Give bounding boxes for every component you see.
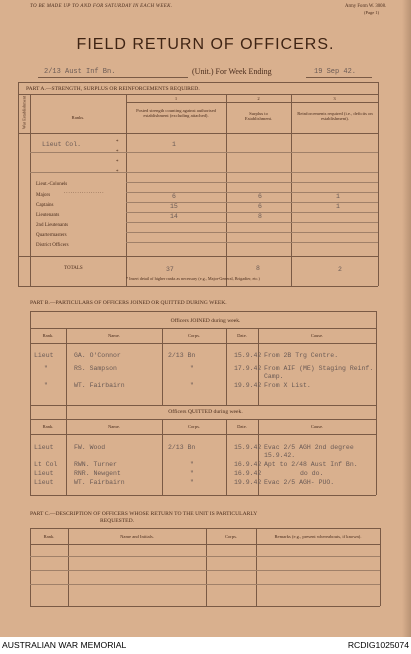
part-c-col-name: Name and Initials. <box>120 534 154 539</box>
joined-col-name: Name. <box>107 333 121 338</box>
quitted-date: 16.9.42 <box>234 470 262 477</box>
rank-label: Lieut.-Colonels <box>36 182 68 187</box>
page-number: (Page 1) <box>364 10 380 15</box>
quitted-col-rank: Rank. <box>42 424 54 429</box>
footer-source: AUSTRALIAN WAR MEMORIAL <box>2 640 127 650</box>
surplus-value: 8 <box>258 213 262 220</box>
col-number-1: 1 <box>174 96 178 101</box>
form-instruction: TO BE MADE UP TO AND FOR SATURDAY IN EACH WEEK. <box>30 4 173 9</box>
footer-reference: RCDIG1025074 <box>347 640 409 650</box>
joined-corps: " <box>190 382 194 389</box>
army-form-number: Army Form W. 3008. <box>345 4 387 9</box>
archive-footer <box>0 637 411 654</box>
totals-label: TOTALS <box>64 266 83 271</box>
quitted-cause: Apt to 2/48 Aust Inf Bn. <box>264 461 358 468</box>
war-establishment-label: War Establishment <box>21 95 27 130</box>
footnote: * Insert detail of higher ranks as necessary (e.g., Major-General, Brigadier, etc.) <box>126 276 260 281</box>
quitted-col-corps: Corps. <box>187 424 201 429</box>
part-c-col-remarks: Remarks (e.g., present whereabouts, if known). <box>274 534 362 539</box>
rank-label: Majors <box>36 193 51 198</box>
quitted-col-date: Date. <box>237 424 247 429</box>
quitted-date: 19.9.42 <box>234 479 262 486</box>
quitted-corps: " <box>190 470 194 477</box>
total-posted: 37 <box>166 266 174 273</box>
joined-col-date: Date. <box>237 333 247 338</box>
rank-label: 2nd Lieutenants <box>36 223 69 228</box>
col-header-ranks: Ranks. <box>71 115 85 120</box>
typed-rank: Lieut Col. <box>42 141 82 148</box>
quitted-cause: do do. <box>300 470 324 477</box>
unit-value: 2/13 Aust Inf Bn. <box>44 68 116 76</box>
asterisk-markers: * * * * <box>116 140 119 175</box>
joined-cause: From AIF (ME) Staging Reinf. Camp. <box>264 365 374 380</box>
joined-rank: " <box>44 365 48 372</box>
joined-cause: From X List. <box>264 382 311 389</box>
unit-label: (Unit.) For Week Ending <box>192 67 272 76</box>
quitted-name: RNR. Newgent <box>74 470 121 477</box>
joined-date: 19.9.42 <box>234 382 262 389</box>
form-title: FIELD RETURN OF OFFICERS. <box>76 36 335 53</box>
surplus-value: 6 <box>258 203 262 210</box>
quitted-rank: Lieut <box>34 444 54 451</box>
col-header-posted: Posted strength counting against authorised establishment (excluding attached). <box>136 108 216 119</box>
quitted-cause: Evac 2/5 AGH 2nd degree 15.9.42. <box>264 444 354 459</box>
quitted-cause: Evac 2/5 AGH- PUO. <box>264 479 335 486</box>
quitted-rank: Lt Col <box>34 461 58 468</box>
joined-col-corps: Corps. <box>187 333 201 338</box>
joined-corps: " <box>190 365 194 372</box>
week-ending-value: 19 Sep 42. <box>314 68 357 76</box>
rank-label: Lieutenants <box>36 213 60 218</box>
joined-date: 17.9.42 <box>234 365 262 372</box>
field-return-form: TO BE MADE UP TO AND FOR SATURDAY IN EACH WEEK. Army Form W. 3008. (Page 1) FIELD RETURN OF OFFICERS. 2/13 Aust Inf Bn. (Unit.) For Week Ending 19 Sep 42. PART A.—STRENGTH, SURPLUS OR REINFORCEMENTS REQUIRED. War Establishment 1 2 3 Ranks. Posted strength counting against authorised establishment (excluding attached). Surplus to Establishment. Reinforcements required (i.e., deficits on establishment). * * * * Lieut Col. 1 Lieut.-Colonels Majors Captains Lieutenants 2nd Lieutenants Quartermasters District Officers .................. 6 6 1 15 6 1 14 8 TOTALS 37 8 2 * Insert detail of higher ranks as necessary (e.g., Major-General, Brigadier, etc.) PART B.—PARTICULARS OF OFFICERS JOINED OR QUITTED DURING WEEK. Officers JOINED during week. Rank. Name. Corps. Date. Cause. Lieut GA. O'Connor 2/13 Bn 15.9.42 From 2B Trg Centre. " RS. Sampson " 17.9.42 From AIF (ME) Staging Reinf. Camp. " WT. Fairbairn " 19.9.42 From X List. Officers QUITTED during week. Rank. Name. Corps. Date. Cause. Lieut FW. Wood 2/13 Bn 15.9.42 Evac 2/5 AGH 2nd degree 15.9.42. Lt Col RWN. Turner " 16.9.42 Apt to 2/48 Aust Inf Bn. Lieut RNR. Newgent " 16.9.42 do do. Lieut WT. Fairbairn " 19.9.42 Evac 2/5 AGH- PUO. PART C.—DESCRIPTION OF OFFICERS WHOSE RETURN TO THE UNIT IS PARTICULARLY REQUESTED. Rank. Name and Initials. Corps. Remarks (e.g., present whereabouts, if known). <box>0 0 411 637</box>
col-header-reinforcements: Reinforcements required (i.e., deficits on establishment). <box>297 111 373 122</box>
joined-cause: From 2B Trg Centre. <box>264 352 339 359</box>
joined-col-cause: Cause. <box>310 333 324 338</box>
joined-name: RS. Sampson <box>74 365 117 372</box>
quitted-col-name: Name. <box>107 424 121 429</box>
part-a-heading: PART A.—STRENGTH, SURPLUS OR REINFORCEMENTS REQUIRED. <box>26 86 200 92</box>
quitted-title: Officers QUITTED during week. <box>168 409 243 415</box>
joined-date: 15.9.42 <box>234 352 262 359</box>
reinf-value: 1 <box>336 193 340 200</box>
joined-name: WT. Fairbairn <box>74 382 125 389</box>
joined-rank: " <box>44 382 48 389</box>
posted-value: 15 <box>170 203 178 210</box>
part-c-col-corps: Corps. <box>224 534 238 539</box>
joined-corps: 2/13 Bn <box>168 352 196 359</box>
surplus-value: 6 <box>258 193 262 200</box>
quitted-corps: " <box>190 479 194 486</box>
rank-label: Quartermasters <box>36 233 67 238</box>
quitted-date: 16.9.42 <box>234 461 262 468</box>
rank-label: District Officers <box>36 243 69 248</box>
total-reinf: 2 <box>338 266 342 273</box>
reinf-value: 1 <box>336 203 340 210</box>
quitted-corps: " <box>190 461 194 468</box>
joined-title: Officers JOINED during week. <box>170 318 241 324</box>
quitted-col-cause: Cause. <box>310 424 324 429</box>
part-b-heading: PART B.—PARTICULARS OF OFFICERS JOINED OR QUITTED DURING WEEK. <box>30 300 227 306</box>
quitted-date: 15.9.42 <box>234 444 262 451</box>
total-surplus: 8 <box>256 265 260 272</box>
posted-value: 14 <box>170 213 178 220</box>
quitted-rank: Lieut <box>34 479 54 486</box>
part-c-heading: PART C.—DESCRIPTION OF OFFICERS WHOSE RETURN TO THE UNIT IS PARTICULARLY <box>30 511 258 517</box>
quitted-name: WT. Fairbairn <box>74 479 125 486</box>
rank-label: Captains <box>36 203 54 208</box>
posted-value: 6 <box>172 193 176 200</box>
col-number-2: 2 <box>257 96 260 101</box>
part-c-heading-cont: REQUESTED. <box>100 518 135 524</box>
quitted-name: RWN. Turner <box>74 461 117 468</box>
joined-rank: Lieut <box>34 352 54 359</box>
col-header-surplus: Surplus to Establishment. <box>244 111 273 122</box>
joined-col-rank: Rank. <box>42 333 54 338</box>
joined-name: GA. O'Connor <box>74 352 121 359</box>
posted-value: 1 <box>172 141 176 148</box>
quitted-rank: Lieut <box>34 470 54 477</box>
part-c-col-rank: Rank. <box>43 534 55 539</box>
quitted-name: FW. Wood <box>74 444 106 451</box>
col-number-3: 3 <box>333 96 336 101</box>
quitted-corps: 2/13 Bn <box>168 444 196 451</box>
